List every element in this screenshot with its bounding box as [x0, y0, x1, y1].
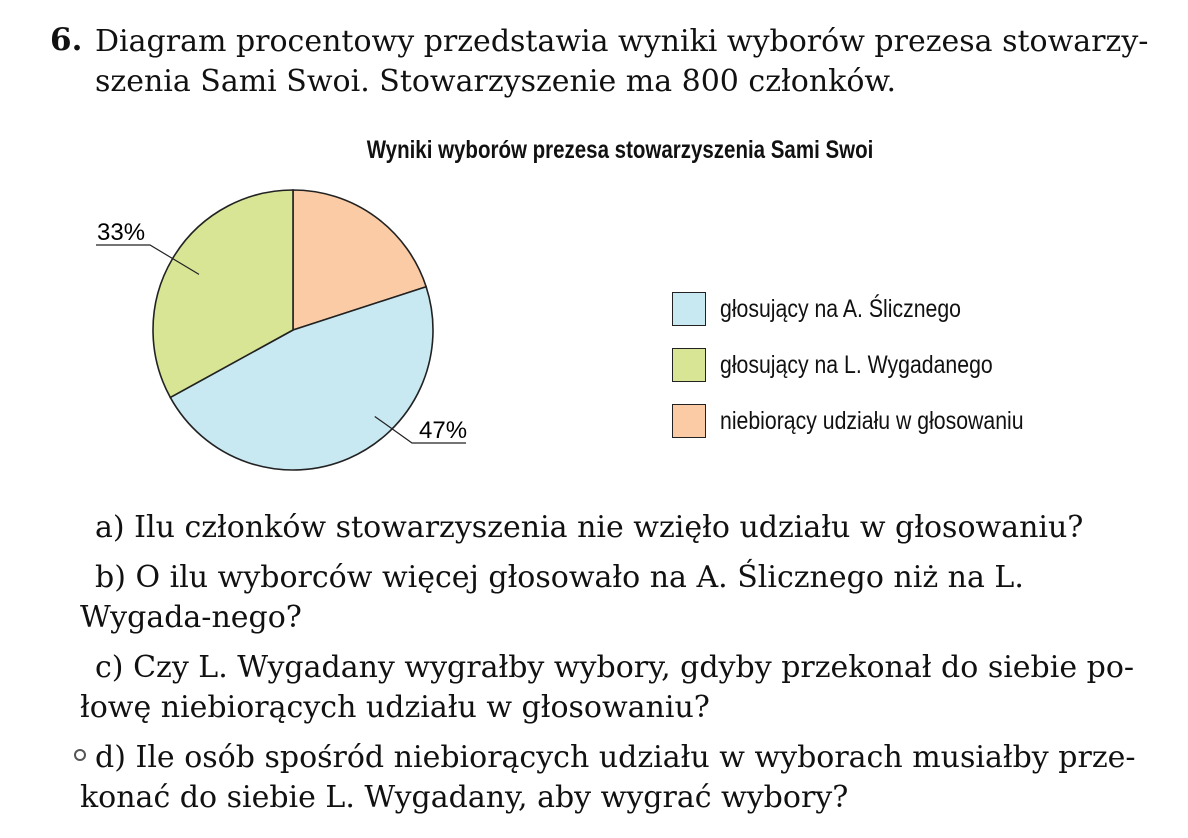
legend-label-niebioracy: niebiorący udziału w głosowaniu — [720, 406, 1024, 435]
wygadanego-data-label: 33% — [97, 219, 146, 246]
question-c-id: c) — [95, 650, 124, 685]
slicznego-data-label: 47% — [419, 417, 468, 444]
legend-swatch-niebioracy — [672, 404, 706, 438]
chart-legend — [672, 281, 1077, 449]
question-d-text: Ile osób spośród niebiorących udziału w wyborach musiałby prze-konać do siebie L. Wygadany, aby wygrać wybory? — [80, 740, 1136, 815]
question-a-id: a) — [95, 510, 125, 545]
chart-title: Wyniki wyborów prezesa stowarzyszenia Sami Swoi — [366, 136, 874, 164]
questions-list — [80, 508, 1155, 828]
task-number: 6. — [50, 22, 83, 58]
question-b — [80, 558, 1155, 638]
question-a — [80, 508, 1155, 548]
question-b-id: b) — [95, 560, 126, 595]
legend-label-wygadanego: głosujący na L. Wygadanego — [720, 350, 993, 379]
question-d — [80, 738, 1155, 818]
task-intro: Diagram procentowy przedstawia wyniki wyborów prezesa stowarzy-szenia Sami Swoi. Stowarzyszenie ma 800 członków. — [95, 24, 1149, 99]
question-c — [80, 648, 1155, 728]
question-b-text: O ilu wyborców więcej głosowało na A. Ślicznego niż na L. Wygada-nego? — [80, 560, 1024, 635]
legend-item-wygadanego — [672, 337, 1077, 393]
legend-item-slicznego — [672, 281, 1077, 337]
legend-label-slicznego: głosujący na A. Ślicznego — [720, 294, 961, 323]
circle-marker-icon — [74, 749, 86, 761]
question-a-text: Ilu członków stowarzyszenia nie wzięło udziału w głosowaniu? — [134, 510, 1084, 545]
legend-item-niebioracy — [672, 393, 1077, 449]
question-c-text: Czy L. Wygadany wygrałby wybory, gdyby przekonał do siebie po-łowę niebiorących udziału w głosowaniu? — [80, 650, 1135, 725]
question-d-id: d) — [95, 740, 126, 775]
legend-swatch-slicznego — [672, 292, 706, 326]
legend-swatch-wygadanego — [672, 348, 706, 382]
